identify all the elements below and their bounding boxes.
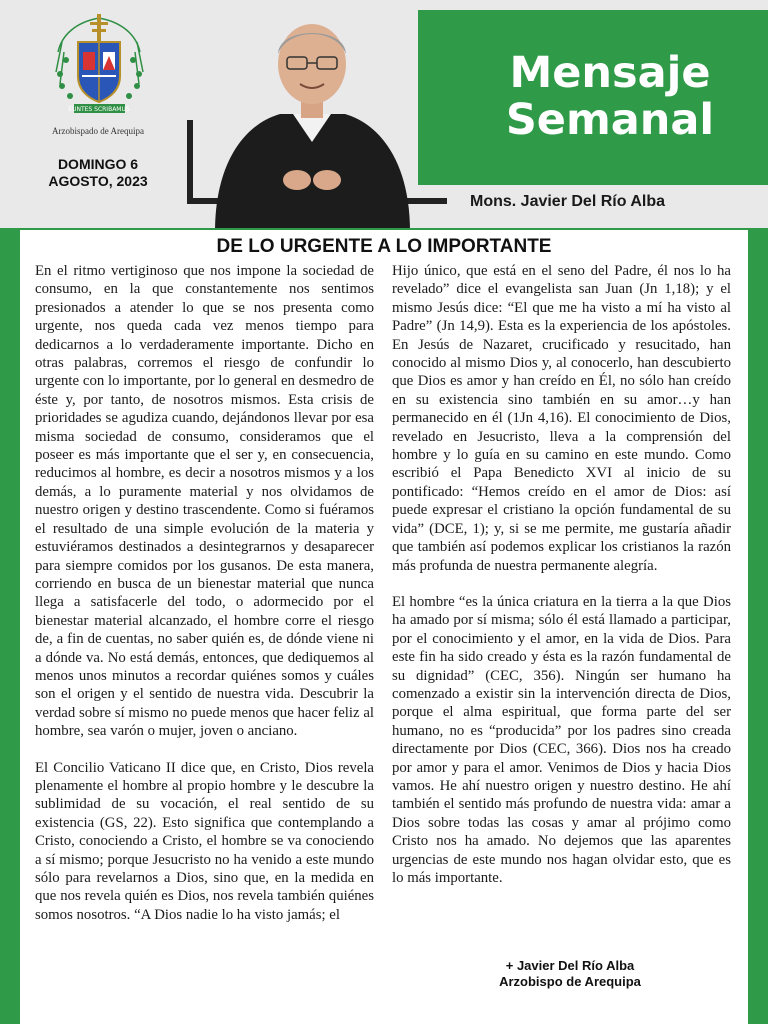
article <box>20 230 748 1024</box>
bishop-photo <box>205 12 420 232</box>
signature-title: Arzobispo de Arequipa <box>499 974 641 989</box>
paragraph: El Concilio Vaticano II dice que, en Cristo, Dios revela plenamente el hombre al propio hombre y le descubre la sublimidad de su vocación, el real sentido de su existencia (GS, 22). Esto significa que contemplando a Cristo, conociendo a Cristo, el hombre se va conociendo a sí mismo; porque Jesucristo no ha venido a este mundo sólo para revelarnos a Dios, sino que, en la medida en que nos revela quién es Dios, nos revela también quiénes somos nosotros. “A Dios nadie lo ha visto jamás; el <box>35 759 374 923</box>
paragraph: En el ritmo vertiginoso que nos impone la sociedad de consumo, en la que constantemente nos sentimos presionados a atender lo que se nos presenta como urgente, nos queda cada vez menos tiempo para dedicarnos a lo verdaderamente importante. Dicho en otras palabras, corremos el riesgo de confundir lo urgente con lo importante, por lo general en desmedro de éste y, por tanto, de nosotros mismos. Esta crisis de prioridades se agudiza cuando, dejándonos llevar por esa misma sociedad de consumo, consideramos que el poseer es más importante que el ser y, en consecuencia, reducimos al hombre, es decir a nosotros mismos y a los demás, a lo puramente material y nos olvidamos de nuestro origen y destino trascendente. Como si fuéramos el resultado de una simple evolución de la materia y estuviéramos destinados a desintegrarnos y desaparecer para siempre comidos por los gusanos. De esta manera, corriendo en busca de un bienestar material que nunca llega a satisfacerle del todo, o adormecido por el bienestar material alcanzado, el hombre corre el riesgo de, a fin de cuentas, no saber quién es, de dónde viene ni a dónde va. No está demás, entonces, que dediquemos al menos unos minutos a recordar quiénes somos y cuáles son el origen y el sentido de nuestra vida. Descubrir la verdad sobre sí mismo no puede menos que hacer feliz al hombre, sea varón o mujer, joven o anciano. <box>35 263 374 740</box>
left-column <box>35 262 374 942</box>
header <box>0 0 768 228</box>
article-title: DE LO URGENTE A LO IMPORTANTE <box>216 236 552 257</box>
date <box>30 156 166 190</box>
date-line-2: AGOSTO, 2023 <box>48 173 148 189</box>
paragraph: El hombre “es la única criatura en la tierra a la que Dios ha amado por sí misma; sólo él está llamado a participar, por el conocimiento y el amor, en la vida de Dios. Para este fin ha sido creado y ésta es la razón fundamental de su dignidad” (CEC, 356). Ningún ser humano ha comenzado a existir sin la intervención directa de Dios, porque el alma espiritual, que forma parte del ser humano, no es “producida” por los padres sino creada directamente por Dios (CEC, 366). Dios nos ha creado por amor y para el amor. Venimos de Dios y hacia Dios vamos. He ahí nuestro origen y nuestro destino. He ahí también el sentido más profundo de nuestra vida: amar a Dios sobre todas las cosas y amar al prójimo como Cristo nos ha amado. No dejemos que las aparentes urgencias de este mundo nos hagan olvidar esto, que es lo más importante. <box>392 593 731 886</box>
date-line-1: DOMINGO 6 <box>57 156 139 172</box>
paragraph: Hijo único, que está en el seno del Padre, él nos lo ha revelado” dice el evangelista san Juan (Jn 1,18); y el mismo Jesús dice: “El que me ha visto a mí ha visto al Padre” (Jn 14,9). Esta es la experiencia de los apóstoles. En Jesús de Nazaret, crucificado y resucitado, han conocido al mismo Dios y, al conocerlo, han descubierto que Dios es amor y han creído en Él, no sólo han creído en su existencia sino también en su amor…y han permanecido en él (1Jn 4,16). El conocimiento de Dios, revelado en Jesucristo, lleva a la comprensión del hombre y lo guía en su camino en este mundo. Como escribió el Papa Benedicto XVI al inicio de su pontificado: “Hemos creído en el amor de Dios: así puede expresar el cristiano la opción fundamental de su vida” (DCE, 1); y, si se me permite, me gustaría añadir que también así podemos explicar los cristianos la razón más profunda de nuestra permanente alegría. <box>392 263 731 574</box>
diocese-name: Arzobispado de Arequipa <box>52 126 144 136</box>
title-line-2: Semanal <box>505 95 715 145</box>
signature-name: + Javier Del Río Alba <box>505 958 635 973</box>
author-name: Mons. Javier Del Río Alba <box>470 193 666 210</box>
motto-text: EUNTES SCRIBAMUS <box>68 106 130 113</box>
signature <box>440 958 700 990</box>
coat-of-arms-icon <box>52 12 147 120</box>
title-line-1: Mensaje <box>509 48 711 98</box>
page-title <box>470 50 750 144</box>
right-column <box>392 262 731 905</box>
content-frame <box>0 228 768 1024</box>
